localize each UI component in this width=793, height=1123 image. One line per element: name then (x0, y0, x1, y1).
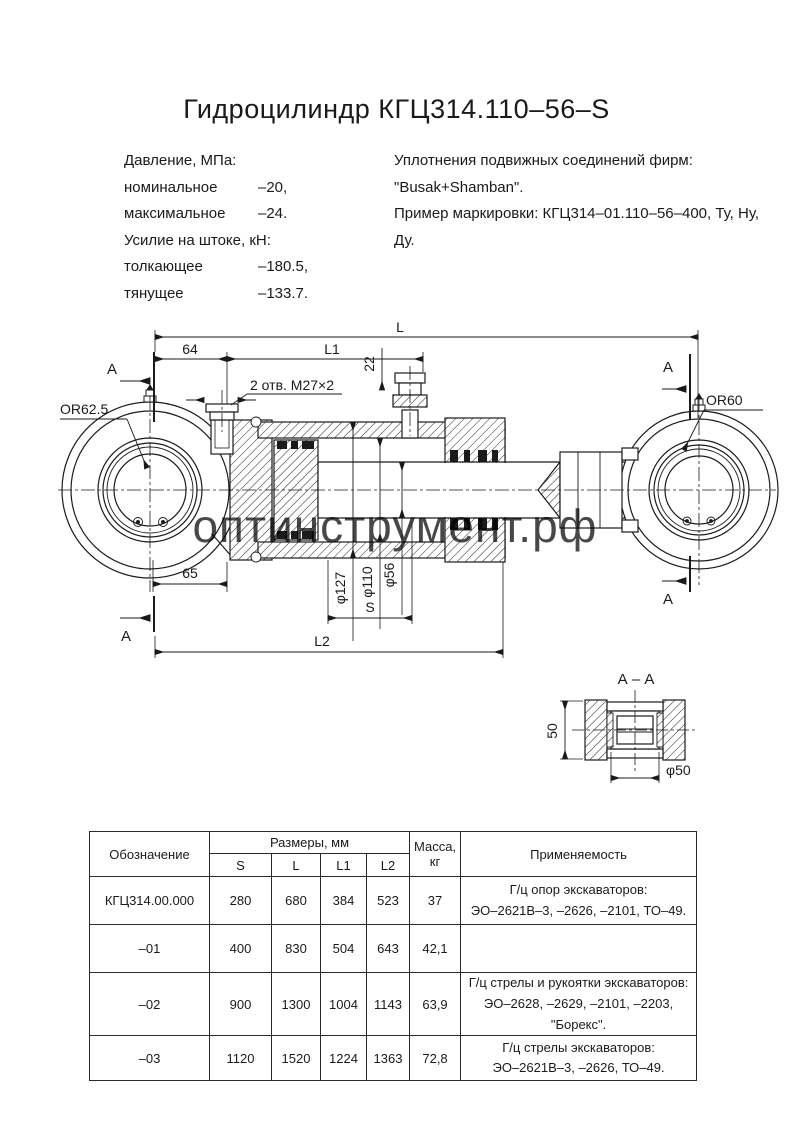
dim-d127: φ127 (332, 571, 348, 605)
weld-dot (251, 552, 261, 562)
watermark: оптинструмент.рф (192, 500, 598, 552)
table-row: КГЦ314.00.000 280 680 384 523 37 Г/ц опор экскаваторов: ЭО–2621В–3, –2626, –2101, ТО–49. (90, 877, 697, 925)
seal-line-3: Пример маркировки: КГЦ314–01.110–56–400, Ту, Ну, Ду. (394, 205, 760, 249)
weld-dot (251, 417, 261, 427)
col-header-l2: L2 (367, 854, 410, 877)
dim-d110: φ110 (359, 566, 375, 598)
seal-line-2: "Busak+Shamban". (394, 178, 524, 196)
table-row: –01 400 830 504 643 42,1 (90, 925, 697, 973)
section-letter-bottom-right: А (662, 591, 674, 608)
col-header-designation: Обозначение (90, 832, 210, 877)
col-header-l: L (272, 854, 321, 877)
spec-line-pull: тянущее –133.7. (124, 284, 309, 302)
col-header-mass: Масса, кг (410, 832, 461, 877)
dim-S: S (365, 599, 375, 615)
col-header-sizes: Размеры, мм (210, 832, 410, 854)
dim-L2: L2 (314, 633, 330, 649)
port-left (206, 404, 238, 454)
dim-ports: 2 отв. М27×2 (250, 377, 334, 393)
table-row: –03 1120 1520 1224 1363 72,8 Г/ц стрелы экскаваторов: ЭО–2621В–3, –2626, ТО–49. (90, 1036, 697, 1081)
dim-22: 22 (361, 356, 377, 372)
col-header-application: Применяемость (461, 832, 697, 877)
page-title: Гидроцилиндр КГЦ314.110–56–S (183, 94, 610, 124)
seal-line-1: Уплотнения подвижных соединений фирм: (394, 152, 693, 169)
section-title: А – А (617, 671, 655, 688)
pressure-heading: Давление, МПа: (124, 152, 237, 169)
dim-d56: φ56 (381, 562, 397, 588)
col-header-l1: L1 (321, 854, 367, 877)
spec-line-max: максимальное –24. (124, 205, 288, 223)
col-header-s: S (210, 854, 272, 877)
section-letter-top-right: А (662, 359, 674, 376)
dim-or-right: OR60 (706, 392, 743, 408)
size-table (89, 831, 697, 1081)
cylinder-main-view (58, 366, 778, 592)
spec-line-nominal: номинальное –20, (124, 178, 288, 196)
table-row: –02 900 1300 1004 1143 63,9 Г/ц стрелы и рукоятки экскаваторов: ЭО–2628, –2629, –2101, –2203, "Борекс". (90, 973, 697, 1036)
dim-64: 64 (182, 341, 198, 357)
spec-line-push: толкающее –180.5, (124, 258, 309, 276)
dim-L1: L1 (324, 341, 340, 357)
force-heading: Усилие на штоке, кН: (124, 231, 271, 249)
dim-L: L (396, 319, 404, 335)
section-letter-top-left: А (106, 361, 118, 378)
dim-or-left: OR62.5 (60, 401, 109, 417)
dim-65: 65 (182, 565, 198, 581)
section-dim-50: 50 (544, 723, 560, 739)
section-dim-dia50: φ50 (666, 762, 691, 778)
section-letter-bottom-left: А (120, 628, 132, 645)
